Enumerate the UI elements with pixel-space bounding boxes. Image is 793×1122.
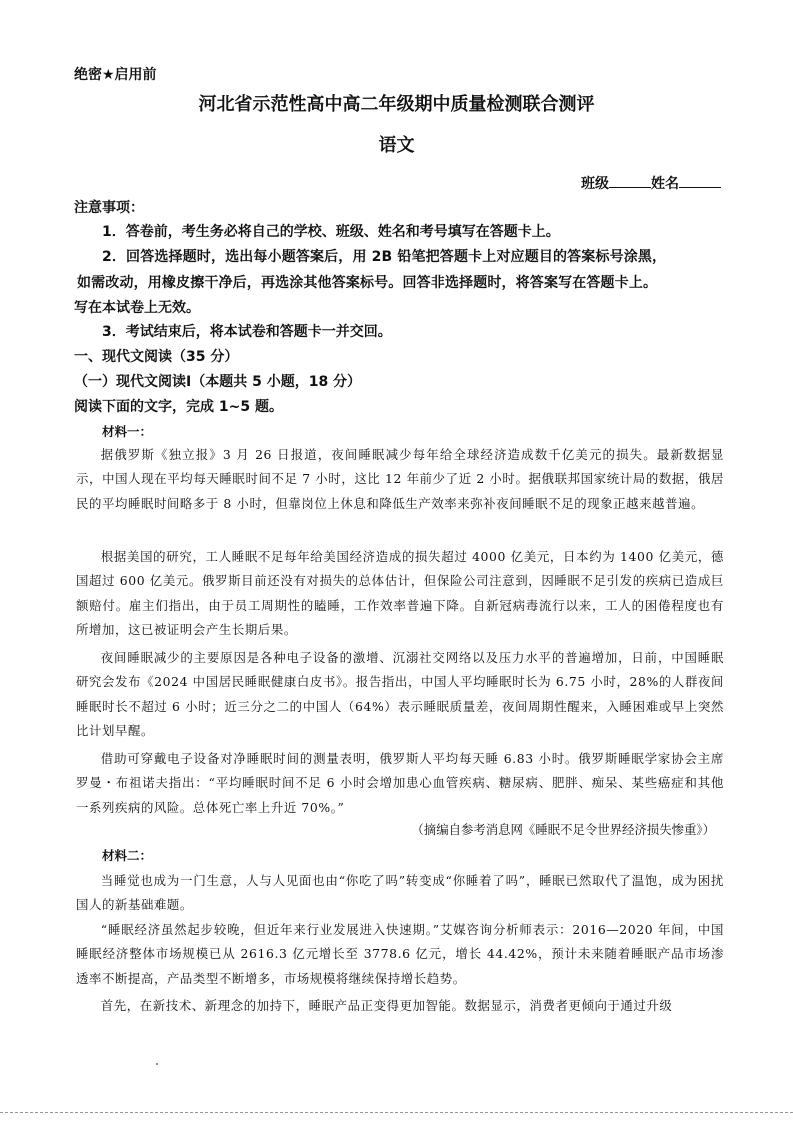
name-label: 姓名 — [651, 176, 679, 192]
material-1-label: 材料一： — [102, 424, 153, 439]
material-2-label: 材料二： — [102, 848, 153, 863]
subsection-heading: （一）现代文阅读Ⅰ（本题共 5 小题，18 分） — [74, 374, 362, 390]
notice-item-2-line-2: 如需改动，用橡皮擦干净后，再选涂其他答案标号。回答非选择题时，将答案写在答题卡上。 — [77, 275, 658, 291]
class-name-fields — [581, 173, 721, 193]
material-2-paragraph: “睡眠经济虽然起步较晚，但近年来行业发展进入快速期。”艾媒咨询分析师表示：2016—2020 年间，中国睡眠经济整体市场规模已从 2616.3 亿元增长至 3778.6 亿元，增长 44.42%，预计未来随着睡眠产品市场渗透率不断提高，产品类型不断增多，市场规模将继续保持增长趋势。 — [76, 922, 724, 986]
material-1-paragraph: 夜间睡眠减少的主要原因是各种电子设备的激增、沉溺社交网络以及压力水平的普遍增加，日前，中国睡眠研究会发布《2024 中国居民睡眠健康白皮书》。报告指出，中国人平均睡眠时长为 6.75 小时，28%的人群夜间睡眠时长不超过 6 小时；近三分之二的中国人（64%）表示睡眠质量差，夜间周期性醒来，入睡困难或早上突然比计划早醒。 — [76, 650, 724, 739]
material-1-paragraph: 据俄罗斯《独立报》3 月 26 日报道，夜间睡眠减少每年给全球经济造成数千亿美元的损失。最新数据显示，中国人现在平均每天睡眠时间不足 7 小时，这比 12 年前少了近 2 小时。据俄联邦国家统计局的数据，俄居民的平均睡眠时间略多于 8 小时，但靠岗位上休息和降低生产效率来弥补夜间睡眠不足的现象正越来越普遍。 — [76, 447, 724, 511]
material-1-paragraph: 借助可穿戴电子设备对净睡眠时间的测量表明，俄罗斯人平均每天睡 6.83 小时。俄罗斯睡眠学家协会主席罗曼・布祖诺夫指出：“平均睡眠时间不足 6 小时会增加患心血管疾病、糖尿病、肥胖、痴呆、某些癌症和其他一系列疾病的风险。总体死亡率上升近 70%。” — [76, 751, 724, 815]
material-1-paragraph: 根据美国的研究，工人睡眠不足每年给美国经济造成的损失超过 4000 亿美元，日本约为 1400 亿美元，德国超过 600 亿美元。俄罗斯目前还没有对损失的总体估计，但保险公司注意到，因睡眠不足引发的疾病已造成巨额赔付。雇主们指出，由于员工周期性的瞌睡，工作效率普遍下降。自新冠病毒流行以来，工人的困倦程度也有所增加，这已被证明会产生长期后果。 — [76, 549, 724, 638]
page-bottom-divider — [0, 1112, 793, 1113]
notice-heading: 注意事项： — [74, 200, 144, 216]
confidential-mark: 绝密★启用前 — [74, 67, 157, 83]
material-2-paragraph: 当睡觉也成为一门生意，人与人见面也由“你吃了吗”转变成“你睡着了吗”，睡眠已然取代了温饱，成为困扰国人的新基础难题。 — [76, 873, 724, 913]
reading-instruction: 阅读下面的文字，完成 1~5 题。 — [74, 399, 283, 415]
class-blank[interactable] — [609, 173, 651, 188]
material-2-paragraph: 首先，在新技术、新理念的加持下，睡眠产品正变得更加智能。数据显示，消费者更倾向于通过升级 — [100, 998, 673, 1013]
scan-dot — [156, 1063, 158, 1065]
section-heading: 一、现代文阅读（35 分） — [74, 349, 239, 365]
name-blank[interactable] — [679, 173, 721, 188]
notice-item-2-line-3: 写在本试卷上无效。 — [74, 300, 200, 316]
material-1-source: （摘编自参考消息网《睡眠不足令世界经济损失惨重》） — [411, 822, 715, 837]
notice-item-1: 1．答卷前，考生务必将自己的学校、班级、姓名和考号填写在答题卡上。 — [102, 224, 560, 240]
class-label: 班级 — [581, 176, 609, 192]
notice-item-2-line-1: 2．回答选择题时，选出每小题答案后，用 2B 铅笔把答题卡上对应题目的答案标号涂黑， — [102, 249, 667, 265]
exam-title: 河北省示范性高中高二年级期中质量检测联合测评 — [198, 94, 595, 115]
subject-title: 语文 — [378, 135, 415, 156]
notice-item-3: 3．考试结束后，将本试卷和答题卡一并交回。 — [102, 324, 392, 340]
